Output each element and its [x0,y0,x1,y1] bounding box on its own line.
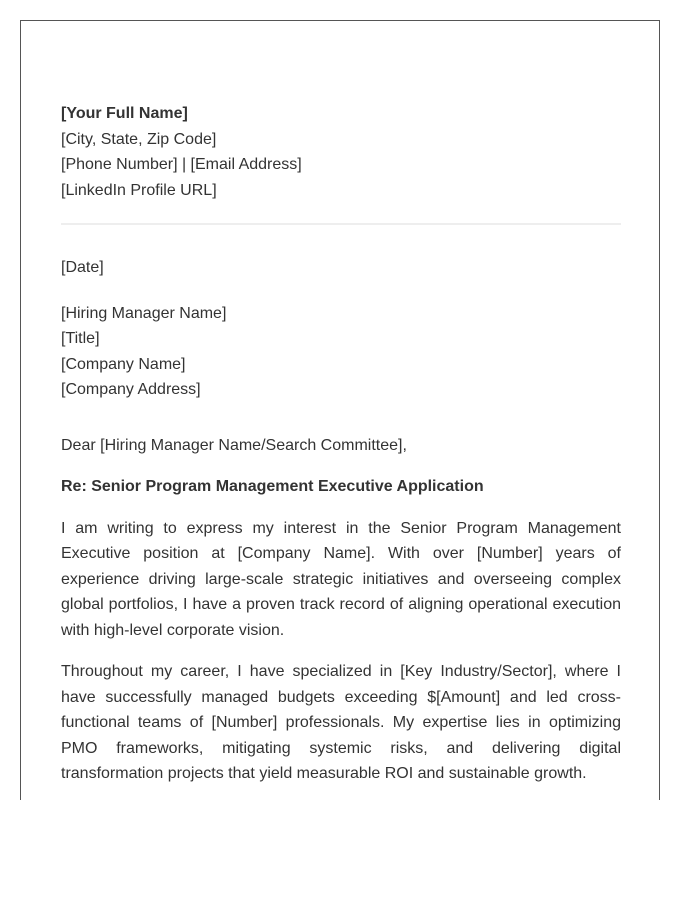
recipient-block [61,301,621,403]
subject-line: Re: Senior Program Management Executive Application [61,478,484,495]
recipient-company-name: [Company Name] [61,355,186,373]
letter-date: [Date] [61,259,104,276]
sender-phone-email: [Phone Number] | [Email Address] [61,156,302,173]
recipient-company-address: [Company Address] [61,381,201,398]
header-divider [61,223,621,225]
letter-content [61,101,621,800]
body-paragraph: Throughout my career, I have specialized in [Key Industry/Sector], where I have successfully managed budgets exceeding $[Amount] and led cross-functional teams of [Number] professionals. My expertise lies in optimizing PMO frameworks, mitigating systemic risks, and delivering digital transformation projects that yield measurable ROI and sustainable growth. [61,663,621,782]
sender-city-state-zip: [City, State, Zip Code] [61,130,217,148]
sender-name: [Your Full Name] [61,105,188,122]
recipient-title: [Title] [61,330,100,347]
body-paragraph: I am writing to express my interest in the Senior Program Management Executive position at [Company Name]. With over [Number] years of experience driving large-scale strategic initiatives and overseeing complex global portfolios, I have a proven track record of aligning operational execution with high-level corporate vision. [61,519,621,639]
recipient-hiring-manager: [Hiring Manager Name] [61,304,227,322]
date-block [61,255,621,281]
sender-block [61,101,621,203]
salutation: Dear [Hiring Manager Name/Search Committee], [61,436,407,454]
letter-page [20,20,660,800]
sender-linkedin: [LinkedIn Profile URL] [61,181,217,199]
